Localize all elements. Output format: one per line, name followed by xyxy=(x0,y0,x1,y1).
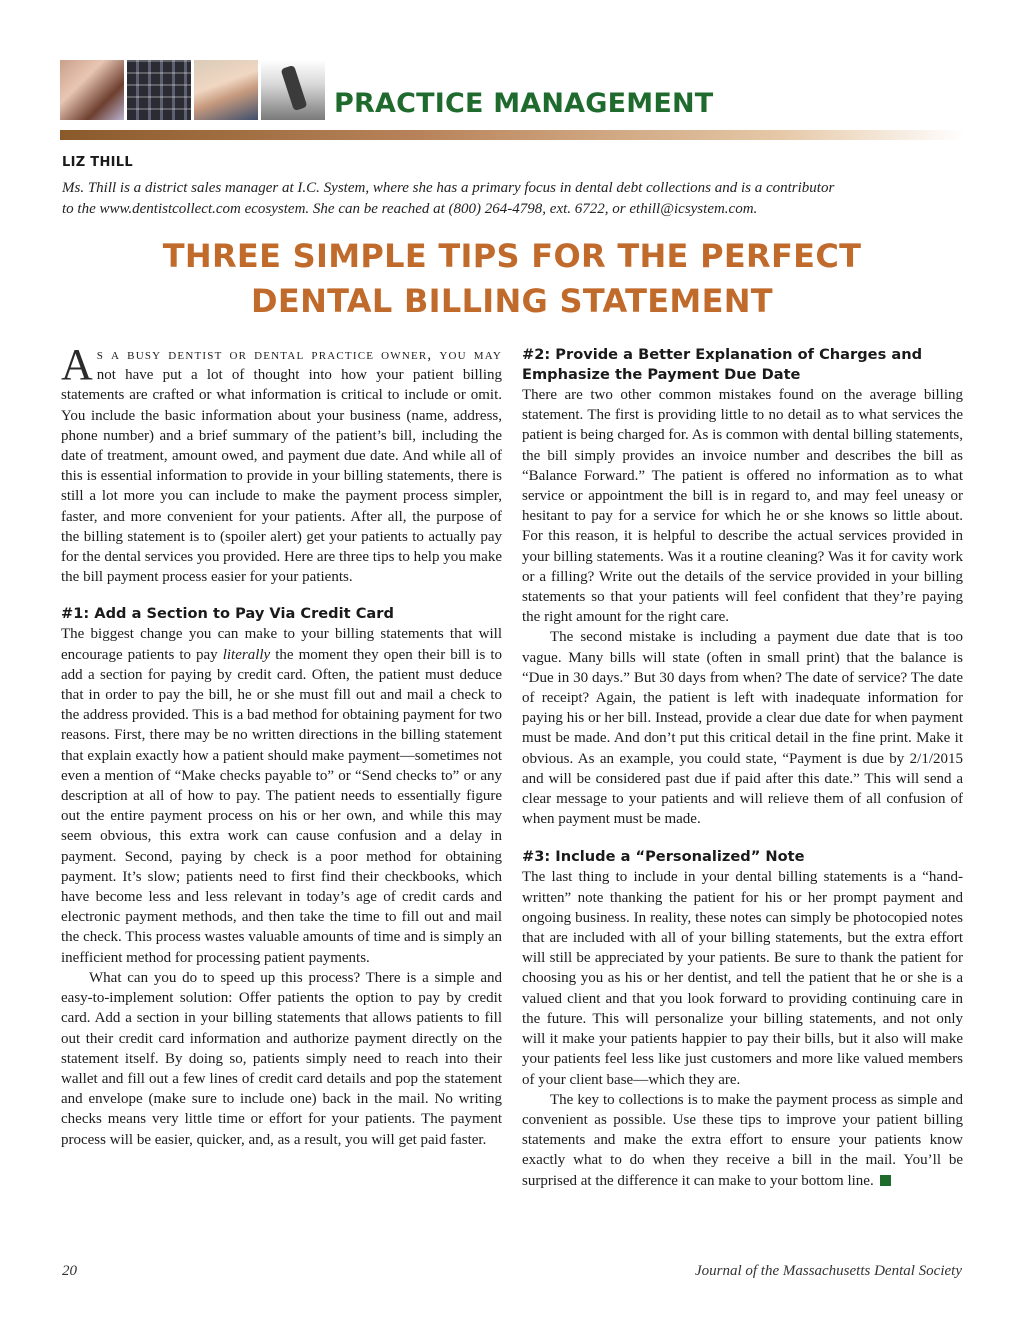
drop-cap: A xyxy=(61,340,93,389)
right-column xyxy=(522,345,963,1191)
microscope-photo xyxy=(261,60,325,120)
tip1-paragraph-2: What can you do to speed up this process? There is a simple and easy-to-implement solution: Offer patients the option to pay by credit card. Add a section in your billing statements that allows patients to fill out their credit card information and authorize payment directly on the statement itself. By doing so, patients simply need to reach into their wallet and fill out a few lines of credit card details and pop the statement and envelope (make sure to include one) back in the mail. No writing checks means very little time or effort for your patients. The payment process will be easier, quicker, and, as a result, you will get paid faster. xyxy=(61,969,502,1148)
tip1-p1-text-a: The biggest change you can make to your billing statements that will encourage patients to pay xyxy=(61,626,502,663)
tip1-heading: #1: Add a Section to Pay Via Credit Card xyxy=(61,605,394,623)
author-bio-line-1: Ms. Thill is a district sales manager at I.C. System, where she has a primary focus in dental debt collections and is a contributor xyxy=(62,180,835,196)
publication-name: Journal of the Massachusetts Dental Society xyxy=(694,1263,962,1279)
author-bio-line-2: to the www.dentistcollect.com ecosystem. She can be reached at (800) 264-4798, ext. 6722, or ethill@icsystem.com. xyxy=(62,201,758,217)
article-title xyxy=(62,234,962,324)
tip2-paragraph-1: There are two other common mistakes found on the average billing statement. The first is providing little to no detail as to what services the patient is being charged for. As is common with dental billing statements, the bill simply provides an invoice number and describes the bill as “Balance Forward.” The patient is offered no information as to what service or appointment the bill is in regard to, and may feel uneasy or hesitant to pay for a service for which he or she knows so little about. For this reason, it is helpful to describe the actual services provided in your billing statements. Was it a routine cleaning? Was it for cavity work or a filling? Write out the details of the service provided in your billing statements so that your patients will feel confident that they’re paying the right amount for the right care. xyxy=(522,387,963,626)
tip1-paragraph-1 xyxy=(61,624,502,967)
tip2-paragraph-2: The second mistake is including a payment due date that is too vague. Many bills will state (often in small print) that the balance is “Due in 30 days.” But 30 days from when? The date of service? The date of receipt? Again, the patient is left with inadequate information for paying his or her bill. Instead, provide a clear due date for when payment must be made. And don’t put this critical detail in the fine print. Make it obvious. As an example, you could state, “Payment is due by 2/1/2015 and will be considered past due if paid after this date.” This will send a clear message to your patients and will relieve them of all confusion of when payment must be made. xyxy=(522,629,963,828)
intro-text: not have put a lot of thought into how your patient billing statements are crafted or what information is critical to include or omit. You include the basic information about your business (name, address, phone number) and a brief summary of the patient’s bill, including the date of treatment, amount owed, and payment due date. And while all of this is essential information to provide in your billing statements, there is still a lot more you can include to make the payment process simpler, faster, and more convenient for your patients. After all, the purpose of the billing statement is to (spoiler alert) get your patients to actually pay for the dental services you provided. Here are three tips to help you make the bill payment process easier for your patients. xyxy=(61,367,502,586)
intro-paragraph xyxy=(61,340,502,587)
section-title: PRACTICE MANAGEMENT xyxy=(334,88,714,119)
dental-patient-photo xyxy=(60,60,124,120)
page-number: 20 xyxy=(62,1263,77,1279)
article-title-line-2: DENTAL BILLING STATEMENT xyxy=(251,282,773,320)
author-bio xyxy=(62,178,962,220)
tip3-p2-text: The key to collections is to make the payment process as simple and convenient as possible. Use these tips to improve your patient billing statements and make the extra effort to ensure your patients know exactly what to do when they receive a bill in the mail. You’ll be surprised at the difference it can make to your bottom line. xyxy=(522,1091,963,1189)
end-mark-icon xyxy=(880,1175,891,1186)
intro-smallcaps: s a busy dentist or dental practice owner, you may xyxy=(96,347,502,363)
author-name: LIZ THILL xyxy=(62,155,133,170)
tip3-paragraph-2 xyxy=(522,1090,963,1191)
header-rule xyxy=(60,130,964,140)
tip1-p1-text-b: the moment they open their bill is to add a section for paying by credit card. Often, the patient must deduce that in order to pay the bill, he or she must fill out and mail a check to the address provided. This is a bad method for obtaining payment for two reasons. First, there may be no written directions in the billing statement that explain exactly how a patient should make payment—sometimes not even a mention of “Make checks payable to” or “Send checks to” or any description at all of how to pay. The patient needs to essentially figure out the entire payment process on his or her own, and while this may seem obvious, this extra work can cause confusion and a delay in payment. Second, paying by check is a poor method for obtaining payment. It’s slow; patients need to first find their checkbooks, which have become less and less relevant in today’s age of credit cards and electronic payment methods, and then take the time to fill out and mail the check. This process wastes valuable amounts of time and is simply an inefficient method for processing patient payments. xyxy=(61,646,503,966)
header-photo-strip xyxy=(60,60,325,120)
keyboard-photo xyxy=(127,60,191,120)
tip2-heading: #2: Provide a Better Explanation of Charges and Emphasize the Payment Due Date xyxy=(522,346,923,383)
article-title-line-1: THREE SIMPLE TIPS FOR THE PERFECT xyxy=(162,237,862,275)
left-column xyxy=(61,340,503,1150)
tip1-p1-emphasis: literally xyxy=(222,646,271,663)
tip3-heading: #3: Include a “Personalized” Note xyxy=(522,848,805,866)
tip3-paragraph-1: The last thing to include in your dental billing statements is a “hand-written” note thanking the patient for his or her prompt payment and ongoing business. In reality, these notes can simply be photocopied notes that are included with all of your billing statements, but the extra effort will still be appreciated by your patients. Be sure to thank the patient for choosing you as his or her dentist, and tell the patient that he or she is a valued client and that you look forward to providing continuing care in the future. This will personalize your billing statements, and not only will it make your patients happier to pay their bills, but it also will make your patients feel less like just customers and more like valued members of your client base—which they are. xyxy=(522,869,963,1088)
dentist-portrait-photo xyxy=(194,60,258,120)
